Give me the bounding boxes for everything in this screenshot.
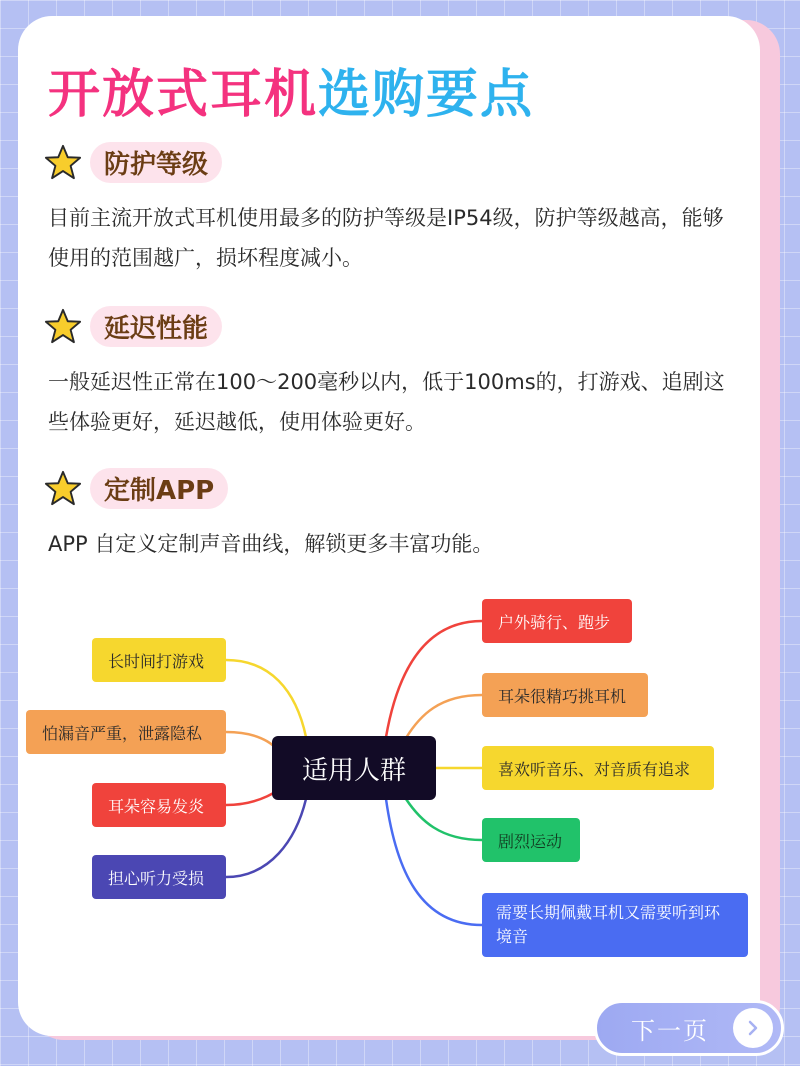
title-part-1: 开放式耳机 — [48, 65, 319, 125]
section-heading-label: 延迟性能 — [90, 306, 222, 347]
section-body-protection: 目前主流开放式耳机使用最多的防护等级是IP54级，防护等级越高，能够使用的范围越广，损坏程度减小。 — [48, 206, 724, 270]
mindmap-center: 适用人群 — [272, 736, 436, 800]
mindmap-node-left-3: 耳朵容易发炎 — [92, 783, 226, 827]
mindmap-node-right-3: 喜欢听音乐、对音质有追求 — [482, 746, 714, 790]
chevron-right-icon — [733, 1008, 773, 1048]
next-page-label: 下一页 — [631, 1016, 709, 1045]
title-part-2: 选购要点 — [318, 65, 535, 125]
section-heading-label: 防护等级 — [90, 142, 222, 183]
mindmap-node-right-2: 耳朵很精巧挑耳机 — [482, 673, 648, 717]
mindmap-node-left-1: 长时间打游戏 — [92, 638, 226, 682]
section-body-latency: 一般延迟性正常在100～200毫秒以内，低于100ms的，打游戏、追剧这些体验更好，延迟越低，使用体验更好。 — [48, 370, 725, 434]
mindmap-node-left-4: 担心听力受损 — [92, 855, 226, 899]
mindmap-node-right-5: 需要长期佩戴耳机又需要听到环境音 — [482, 893, 748, 957]
next-page-button[interactable] — [594, 1000, 784, 1056]
section-body-app: APP 自定义定制声音曲线，解锁更多丰富功能。 — [48, 532, 494, 556]
section-heading-label: 定制APP — [90, 468, 228, 509]
mindmap-node-right-4: 剧烈运动 — [482, 818, 580, 862]
mindmap-node-left-2: 怕漏音严重，泄露隐私 — [26, 710, 226, 754]
mindmap-node-right-1: 户外骑行、跑步 — [482, 599, 632, 643]
